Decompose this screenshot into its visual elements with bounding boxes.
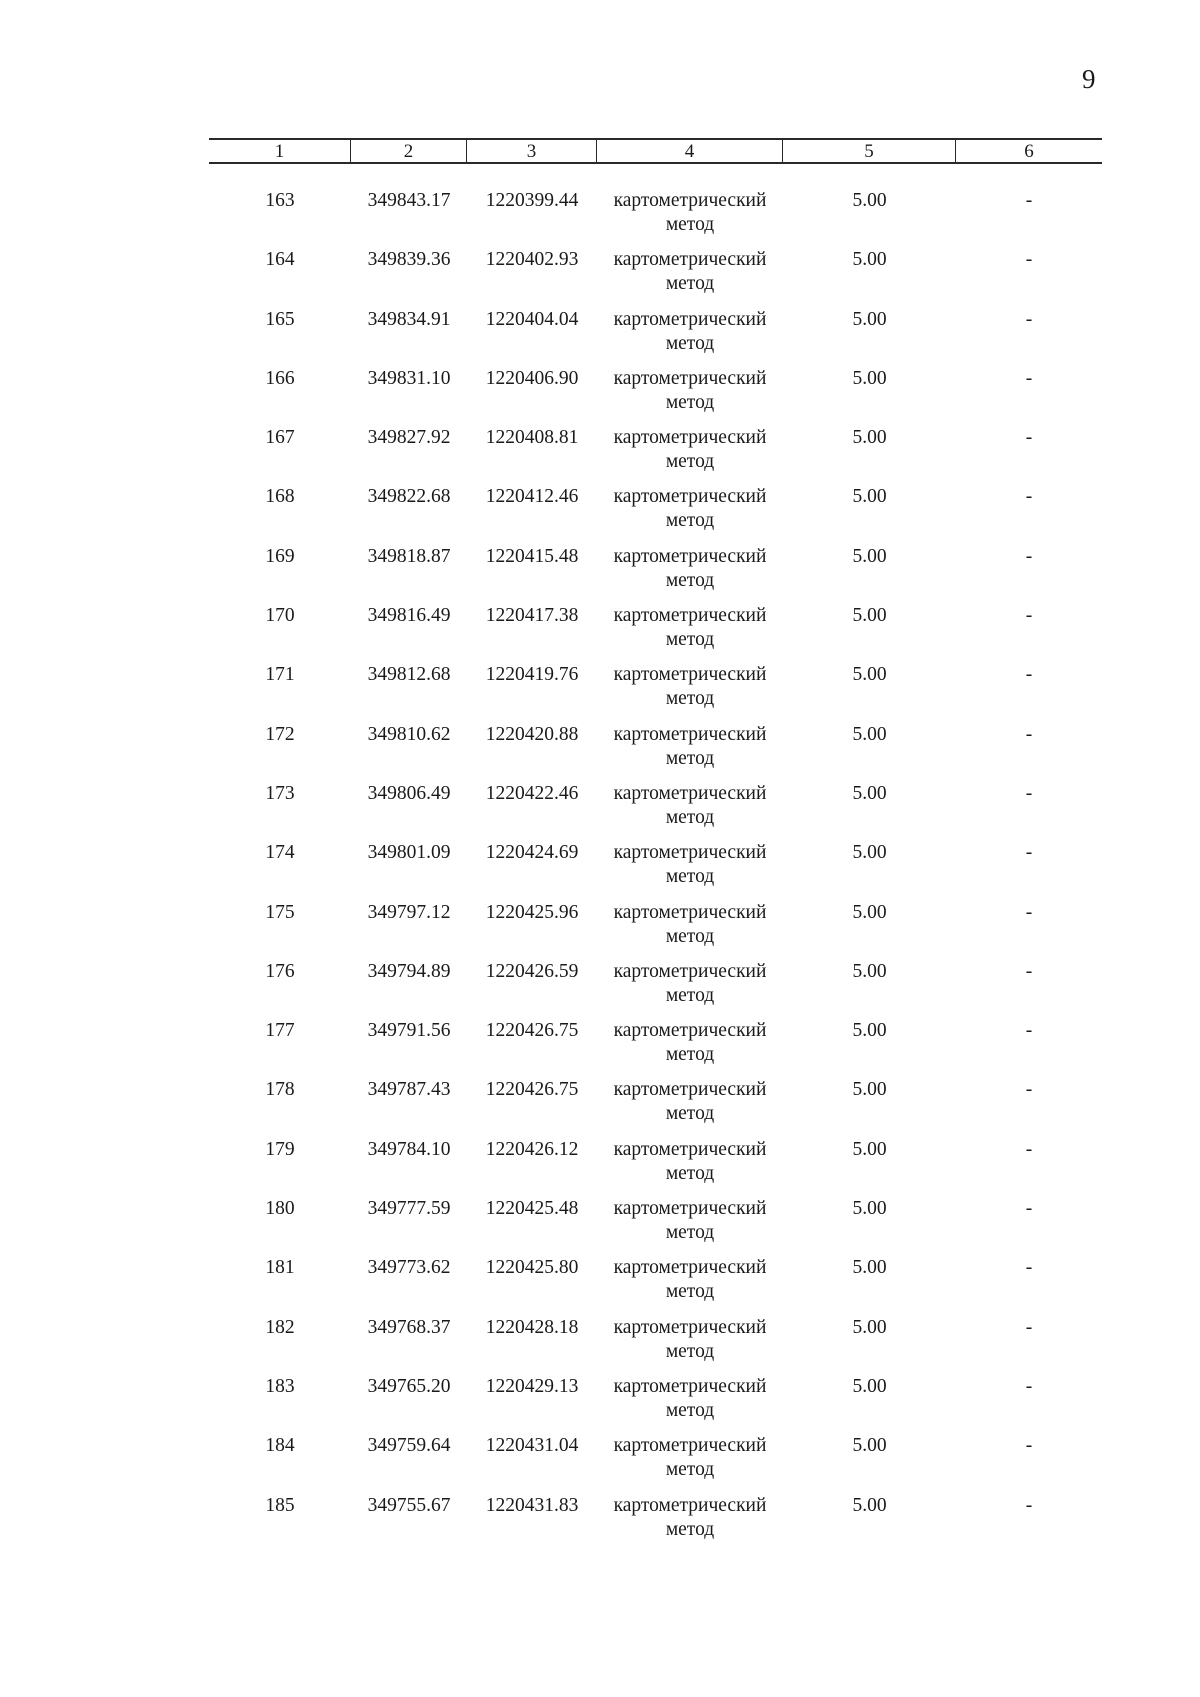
header-cell-6: 6 (1024, 141, 1034, 162)
method-text-line-2: метод (665, 806, 715, 828)
coordinate-x: 349822.68 (367, 486, 451, 508)
note-value: - (1025, 1316, 1033, 1338)
point-number: 180 (265, 1198, 295, 1220)
method-text-line-2: метод (665, 688, 715, 710)
method-text-line-2: метод (665, 214, 715, 235)
method-text-line-1: картометрический (613, 486, 767, 508)
coordinate-x: 349794.89 (367, 960, 451, 982)
coordinate-x: 349831.10 (367, 367, 451, 389)
table-row (0, 1019, 1200, 1078)
method-cell (597, 1316, 783, 1364)
coordinate-y: 1220431.83 (485, 1494, 579, 1516)
method-text-line-2: метод (665, 629, 715, 651)
coordinate-x: 349812.68 (367, 664, 451, 686)
method-cell (597, 841, 783, 889)
page-number: 9 (1082, 64, 1096, 94)
method-text-line-2: метод (665, 1399, 715, 1421)
coordinate-y: 1220408.81 (485, 427, 579, 449)
method-text-line-2: метод (665, 1044, 715, 1066)
method-cell (597, 1434, 783, 1482)
note-value: - (1025, 545, 1033, 567)
coordinate-y: 1220428.18 (485, 1316, 579, 1338)
coordinate-x: 349839.36 (367, 249, 451, 271)
method-text-line-2: метод (665, 510, 715, 532)
method-text-line-2: метод (665, 1281, 715, 1303)
point-number: 164 (265, 249, 295, 271)
method-cell (597, 901, 783, 949)
point-number: 178 (265, 1079, 295, 1101)
table-row (0, 604, 1200, 663)
method-text-line-1: картометрический (613, 1020, 767, 1042)
table-row (0, 841, 1200, 900)
accuracy-value: 5.00 (852, 960, 887, 982)
header-cell-3: 3 (467, 140, 597, 162)
method-cell (597, 248, 783, 296)
note-value: - (1025, 1257, 1033, 1279)
note-value: - (1025, 486, 1033, 508)
header-cell-2: 2 (351, 140, 467, 162)
coordinate-y: 1220425.80 (485, 1257, 579, 1279)
table-row (0, 1078, 1200, 1137)
point-number: 170 (265, 605, 295, 627)
point-number: 181 (265, 1257, 295, 1279)
method-text-line-1: картометрический (613, 723, 767, 745)
coordinate-x: 349784.10 (367, 1138, 451, 1160)
method-cell (597, 367, 783, 415)
method-cell (597, 308, 783, 356)
method-cell (597, 960, 783, 1008)
method-cell (597, 1138, 783, 1186)
note-value: - (1025, 901, 1033, 923)
method-text-line-2: метод (665, 1518, 715, 1540)
coordinate-y: 1220431.04 (485, 1435, 579, 1457)
method-text-line-2: метод (665, 1459, 715, 1481)
method-text-line-1: картометрический (613, 901, 767, 923)
table-body (0, 189, 1200, 1553)
table-row (0, 1494, 1200, 1553)
coordinate-y: 1220415.48 (485, 545, 579, 567)
accuracy-value: 5.00 (852, 545, 887, 567)
method-text-line-2: метод (665, 1162, 715, 1184)
method-text-line-2: метод (665, 925, 715, 947)
coordinate-y: 1220426.75 (485, 1079, 579, 1101)
note-value: - (1025, 723, 1033, 745)
note-value: - (1025, 1435, 1033, 1457)
note-value: - (1025, 842, 1033, 864)
method-cell (597, 189, 783, 237)
coordinate-y: 1220422.46 (485, 782, 579, 804)
table-row (0, 1375, 1200, 1434)
table-row (0, 426, 1200, 485)
method-text-line-1: картометрический (613, 1316, 767, 1338)
note-value: - (1025, 427, 1033, 449)
point-number: 175 (265, 901, 295, 923)
coordinate-y: 1220399.44 (485, 190, 579, 211)
method-text-line-2: метод (665, 1222, 715, 1244)
coordinate-x: 349791.56 (367, 1020, 451, 1042)
coordinate-x: 349810.62 (367, 723, 451, 745)
method-text-line-1: картометрический (613, 427, 767, 449)
coordinate-y: 1220426.59 (485, 960, 579, 982)
note-value: - (1025, 308, 1033, 330)
point-number: 173 (265, 782, 295, 804)
accuracy-value: 5.00 (852, 249, 887, 271)
note-value: - (1025, 190, 1033, 211)
coordinate-x: 349768.37 (367, 1316, 451, 1338)
method-text-line-2: метод (665, 984, 715, 1006)
note-value: - (1025, 249, 1033, 271)
table-row (0, 663, 1200, 722)
coordinate-y: 1220417.38 (485, 605, 579, 627)
method-cell (597, 1197, 783, 1245)
method-text-line-1: картометрический (613, 190, 767, 211)
coordinate-y: 1220412.46 (485, 486, 579, 508)
accuracy-value: 5.00 (852, 605, 887, 627)
method-text-line-1: картометрический (613, 249, 767, 271)
method-text-line-1: картометрический (613, 1257, 767, 1279)
table-row (0, 723, 1200, 782)
method-text-line-2: метод (665, 1103, 715, 1125)
method-cell (597, 1019, 783, 1067)
point-number: 169 (265, 545, 295, 567)
point-number: 174 (265, 842, 295, 864)
coordinate-x: 349797.12 (367, 901, 451, 923)
accuracy-value: 5.00 (852, 1138, 887, 1160)
method-text-line-2: метод (665, 332, 715, 354)
accuracy-value: 5.00 (852, 782, 887, 804)
note-value: - (1025, 605, 1033, 627)
method-text-line-2: метод (665, 273, 715, 295)
table-row (0, 545, 1200, 604)
coordinate-x: 349765.20 (367, 1375, 451, 1397)
method-cell (597, 545, 783, 593)
coordinate-x: 349755.67 (367, 1494, 451, 1516)
method-text-line-2: метод (665, 1340, 715, 1362)
point-number: 171 (265, 664, 295, 686)
table-row (0, 960, 1200, 1019)
coordinate-x: 349818.87 (367, 545, 451, 567)
table-row (0, 189, 1200, 248)
method-text-line-2: метод (665, 569, 715, 591)
note-value: - (1025, 1198, 1033, 1220)
accuracy-value: 5.00 (852, 190, 887, 211)
method-text-line-1: картометрический (613, 664, 767, 686)
method-text-line-1: картометрический (613, 1198, 767, 1220)
method-text-line-2: метод (665, 866, 715, 888)
accuracy-value: 5.00 (852, 427, 887, 449)
header-cell-4: 4 (597, 140, 783, 162)
method-text-line-1: картометрический (613, 1435, 767, 1457)
point-number: 182 (265, 1316, 295, 1338)
accuracy-value: 5.00 (852, 664, 887, 686)
note-value: - (1025, 1375, 1033, 1397)
coordinate-x: 349773.62 (367, 1257, 451, 1279)
coordinate-x: 349777.59 (367, 1198, 451, 1220)
coordinate-y: 1220425.96 (485, 901, 579, 923)
note-value: - (1025, 367, 1033, 389)
coordinate-y: 1220419.76 (485, 664, 579, 686)
method-text-line-1: картометрический (613, 308, 767, 330)
accuracy-value: 5.00 (852, 1020, 887, 1042)
method-cell (597, 1256, 783, 1304)
coordinate-x: 349801.09 (367, 842, 451, 864)
coordinate-x: 349827.92 (367, 427, 451, 449)
method-cell (597, 663, 783, 711)
coordinate-y: 1220424.69 (485, 842, 579, 864)
header-cell-1: 1 (209, 140, 351, 162)
coordinate-y: 1220426.12 (485, 1138, 579, 1160)
coordinate-x: 349816.49 (367, 605, 451, 627)
coordinate-x: 349806.49 (367, 782, 451, 804)
method-text-line-1: картометрический (613, 1138, 767, 1160)
table-row (0, 1434, 1200, 1493)
coordinate-x: 349834.91 (367, 308, 451, 330)
method-cell (597, 782, 783, 830)
point-number: 168 (265, 486, 295, 508)
method-cell (597, 1078, 783, 1126)
accuracy-value: 5.00 (852, 1375, 887, 1397)
point-number: 183 (265, 1375, 295, 1397)
method-cell (597, 426, 783, 474)
note-value: - (1025, 1020, 1033, 1042)
coordinate-y: 1220429.13 (485, 1375, 579, 1397)
accuracy-value: 5.00 (852, 486, 887, 508)
method-text-line-2: метод (665, 391, 715, 413)
method-cell (597, 1375, 783, 1423)
accuracy-value: 5.00 (852, 1494, 887, 1516)
coordinate-y: 1220425.48 (485, 1198, 579, 1220)
point-number: 176 (265, 960, 295, 982)
accuracy-value: 5.00 (852, 308, 887, 330)
accuracy-value: 5.00 (852, 1435, 887, 1457)
table-row (0, 1197, 1200, 1256)
note-value: - (1025, 782, 1033, 804)
point-number: 179 (265, 1138, 295, 1160)
point-number: 167 (265, 427, 295, 449)
point-number: 172 (265, 723, 295, 745)
method-cell (597, 485, 783, 533)
coordinate-y: 1220426.75 (485, 1020, 579, 1042)
coordinate-x: 349759.64 (367, 1435, 451, 1457)
accuracy-value: 5.00 (852, 1198, 887, 1220)
accuracy-value: 5.00 (852, 367, 887, 389)
accuracy-value: 5.00 (852, 842, 887, 864)
coordinate-x: 349843.17 (367, 190, 451, 211)
table-row (0, 485, 1200, 544)
point-number: 185 (265, 1494, 295, 1516)
coordinate-x: 349787.43 (367, 1079, 451, 1101)
table-row (0, 1138, 1200, 1197)
method-text-line-2: метод (665, 451, 715, 473)
method-text-line-1: картометрический (613, 1079, 767, 1101)
table-row (0, 782, 1200, 841)
coordinate-y: 1220420.88 (485, 723, 579, 745)
header-cell-5: 5 (783, 140, 956, 162)
point-number: 166 (265, 367, 295, 389)
note-value: - (1025, 664, 1033, 686)
point-number: 165 (265, 308, 295, 330)
method-cell (597, 604, 783, 652)
method-text-line-1: картометрический (613, 960, 767, 982)
coordinate-y: 1220402.93 (485, 249, 579, 271)
method-text-line-1: картометрический (613, 1375, 767, 1397)
point-number: 184 (265, 1435, 295, 1457)
table-row (0, 1256, 1200, 1315)
method-text-line-1: картометрический (613, 605, 767, 627)
note-value: - (1025, 1494, 1033, 1516)
method-text-line-1: картометрический (613, 782, 767, 804)
note-value: - (1025, 1079, 1033, 1101)
point-number: 177 (265, 1020, 295, 1042)
accuracy-value: 5.00 (852, 723, 887, 745)
method-text-line-1: картометрический (613, 545, 767, 567)
accuracy-value: 5.00 (852, 1316, 887, 1338)
note-value: - (1025, 1138, 1033, 1160)
method-cell (597, 1494, 783, 1542)
table-row (0, 901, 1200, 960)
method-text-line-1: картометрический (613, 1494, 767, 1516)
method-cell (597, 723, 783, 771)
table-row (0, 248, 1200, 307)
method-text-line-2: метод (665, 747, 715, 769)
accuracy-value: 5.00 (852, 1079, 887, 1101)
note-value: - (1025, 960, 1033, 982)
table-row (0, 367, 1200, 426)
coordinate-y: 1220406.90 (485, 367, 579, 389)
method-text-line-1: картометрический (613, 842, 767, 864)
table-row (0, 1316, 1200, 1375)
accuracy-value: 5.00 (852, 1257, 887, 1279)
method-text-line-1: картометрический (613, 367, 767, 389)
point-number: 163 (265, 190, 295, 211)
coordinate-y: 1220404.04 (485, 308, 579, 330)
accuracy-value: 5.00 (852, 901, 887, 923)
table-row (0, 308, 1200, 367)
table-header (209, 138, 1102, 164)
